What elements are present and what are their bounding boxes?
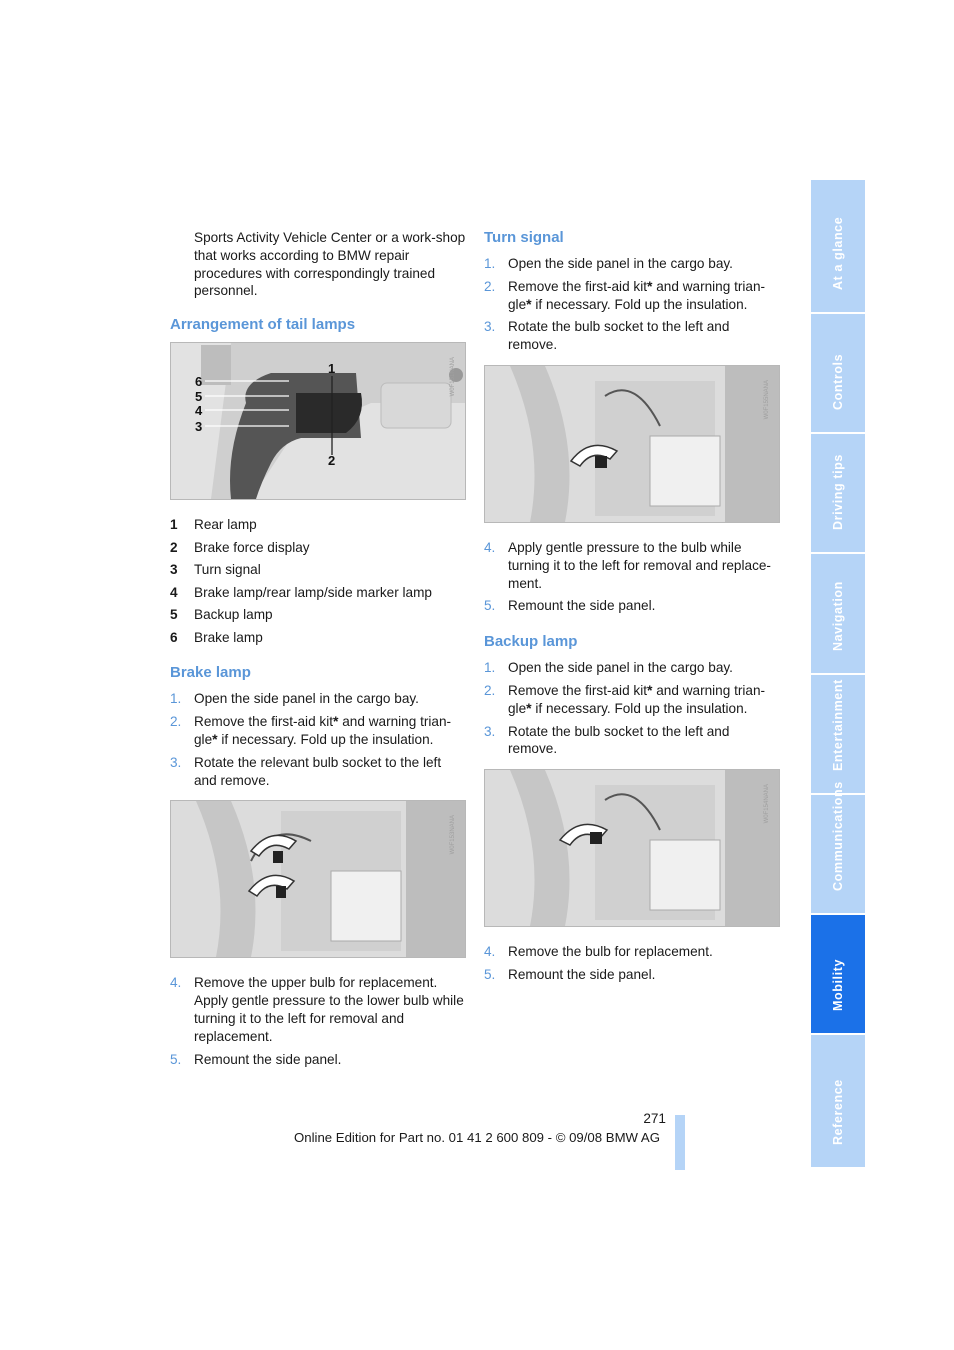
brake-lamp-heading: Brake lamp [170, 664, 251, 682]
tab-communications[interactable]: Communications [811, 795, 865, 915]
brake-lamp-illustration [171, 801, 465, 957]
step-item: 5. Remount the side panel. [484, 966, 656, 982]
brake-lamp-steps-continued [170, 974, 466, 1068]
callout-4: 4 [195, 403, 203, 419]
tail-lamps-heading: Arrangement of tail lamps [170, 316, 356, 334]
legend-item: 5 Backup lamp [170, 607, 273, 623]
figure-code: W0F151NANA [450, 357, 457, 397]
turn-signal-steps-continued [484, 539, 780, 615]
step-item: 1. Open the side panel in the cargo bay. [484, 660, 733, 676]
step-item: 4. Apply gentle pressure to the bulb while turning it to the left for removal and replace-ment. [484, 539, 771, 591]
right-column [484, 229, 780, 989]
legend-item: 2 Brake force display [170, 539, 310, 555]
callout-6: 6 [195, 374, 203, 390]
callout-3: 3 [195, 419, 203, 435]
backup-lamp-illustration [485, 770, 779, 926]
step-item: 5. Remount the side panel. [484, 598, 656, 614]
step-item: 4. Remove the bulb for replacement. [484, 944, 713, 960]
backup-lamp-figure [484, 769, 780, 927]
legend-item: 3 Turn signal [170, 562, 261, 578]
callout-2: 2 [328, 453, 336, 469]
tail-lamps-figure [170, 342, 466, 500]
tail-lamps-illustration [171, 343, 465, 499]
tab-reference[interactable]: Reference [811, 1035, 865, 1167]
step-item: 1. Open the side panel in the cargo bay. [170, 691, 419, 707]
figure-code: W0F155NANA [764, 379, 771, 420]
legend-item: 6 Brake lamp [170, 629, 263, 645]
page-number: 271 [643, 1111, 666, 1126]
tab-entertainment[interactable]: Entertainment [811, 675, 865, 795]
step-item: 2. Remove the first-aid kit* and warning trian-gle* if necessary. Fold up the insulation. [484, 277, 766, 312]
turn-signal-heading: Turn signal [484, 229, 564, 246]
step-item: 5. Remount the side panel. [170, 1051, 342, 1067]
chapter-tabs [811, 180, 865, 1167]
edition-footer: Online Edition for Part no. 01 41 2 600 809 - © 09/08 BMW AG [294, 1130, 660, 1145]
step-item: 2. Remove the first-aid kit* and warning trian-gle* if necessary. Fold up the insulation. [484, 681, 766, 716]
brake-lamp-figure [170, 800, 466, 958]
tab-navigation[interactable]: Navigation [811, 554, 865, 675]
figure-code: W0F153NANA [450, 815, 457, 855]
backup-lamp-heading: Backup lamp [484, 633, 578, 651]
callout-1: 1 [328, 361, 336, 377]
tab-controls[interactable]: Controls [811, 314, 865, 434]
legend-item: 4 Brake lamp/rear lamp/side marker lamp [170, 584, 432, 600]
backup-lamp-steps-continued [484, 943, 780, 984]
step-item: 3. Rotate the bulb socket to the left and remove. [484, 319, 730, 353]
tail-lamps-legend [170, 516, 466, 646]
turn-signal-steps [484, 255, 780, 354]
turn-signal-figure [484, 365, 780, 523]
footer-marker [675, 1115, 685, 1170]
tab-driving-tips[interactable]: Driving tips [811, 434, 865, 554]
step-item: 1. Open the side panel in the cargo bay. [484, 256, 733, 271]
left-column [170, 229, 466, 1073]
intro-paragraph: Sports Activity Vehicle Center or a work-shop that works according to BMW repair procedures with correspondingly trained personnel. [194, 230, 466, 299]
step-item: 3. Rotate the bulb socket to the left and remove. [484, 723, 730, 757]
callout-5: 5 [195, 389, 203, 405]
step-item: 3. Rotate the relevant bulb socket to the left and remove. [170, 754, 442, 788]
tab-at-a-glance[interactable]: At a glance [811, 180, 865, 314]
legend-item: 1 Rear lamp [170, 517, 257, 533]
step-item: 2. Remove the first-aid kit* and warning trian-gle* if necessary. Fold up the insulation. [170, 713, 452, 747]
turn-signal-illustration [485, 366, 779, 522]
figure-code: W0F154NANA [764, 784, 771, 824]
tab-mobility[interactable]: Mobility [811, 915, 865, 1035]
brake-lamp-steps [170, 690, 466, 789]
backup-lamp-steps [484, 659, 780, 758]
step-item: 4. Remove the upper bulb for replacement. Apply gentle pressure to the lower bulb while turning it to the left for removal and replacement. [170, 975, 464, 1044]
